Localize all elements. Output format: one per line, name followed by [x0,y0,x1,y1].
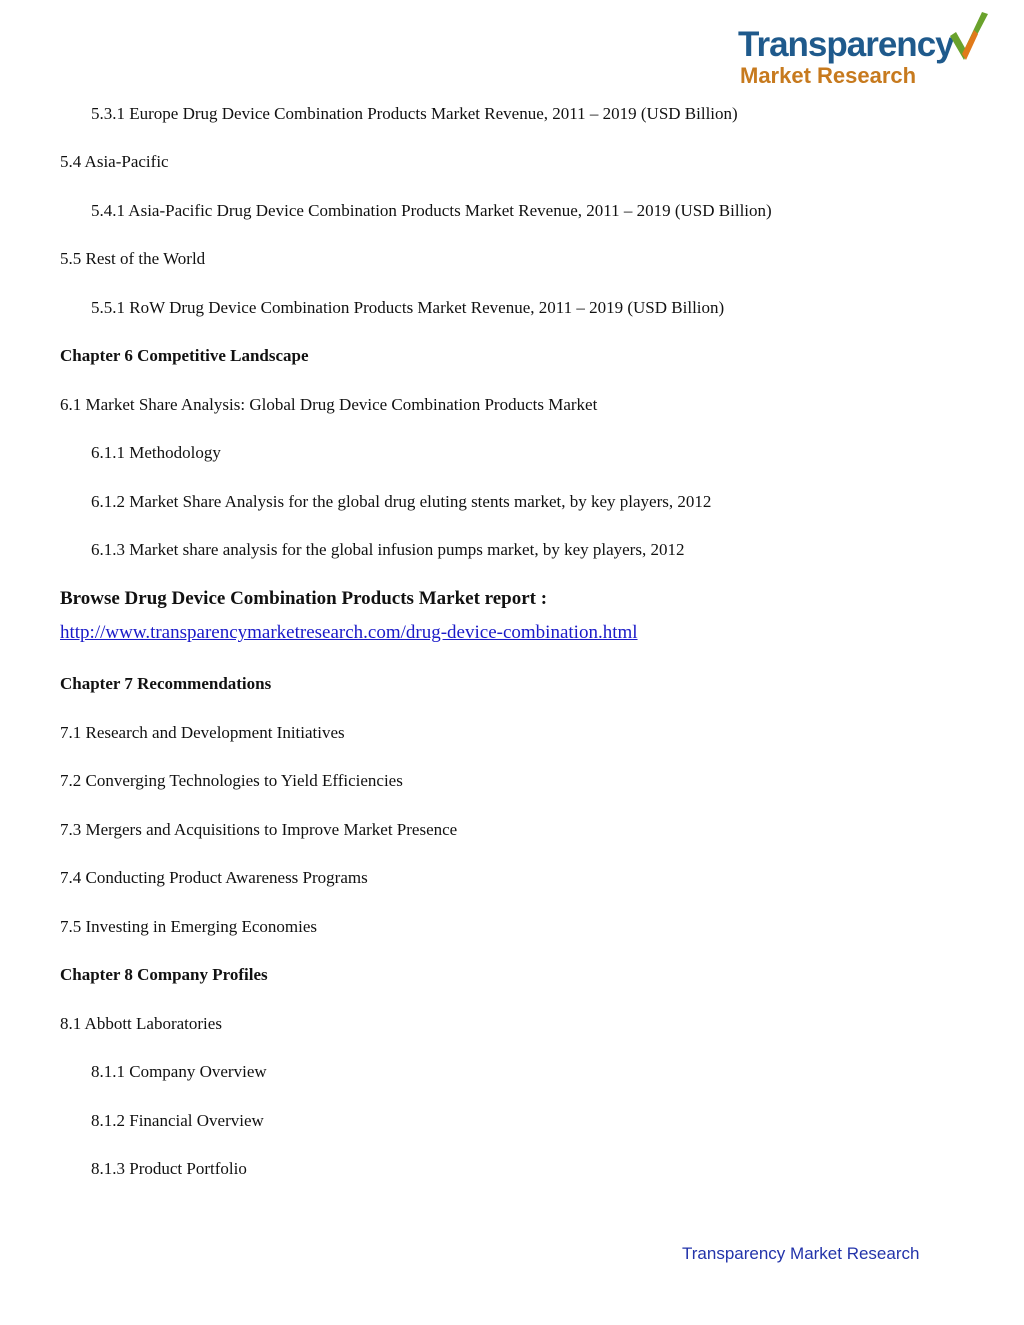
chapter-8-heading: Chapter 8 Company Profiles [60,965,268,984]
toc-item-6-1-3: 6.1.3 Market share analysis for the global infusion pumps market, by key players, 2012 [91,540,685,559]
toc-item-7-5: 7.5 Investing in Emerging Economies [60,917,318,936]
toc-item-8-1-3: 8.1.3 Product Portfolio [91,1159,247,1178]
company-logo [736,10,992,90]
toc-item-6-1: 6.1 Market Share Analysis: Global Drug Device Combination Products Market [60,395,598,414]
toc-item-8-1-1: 8.1.1 Company Overview [91,1062,267,1081]
toc-item-7-2: 7.2 Converging Technologies to Yield Efficiencies [60,771,403,790]
toc-item-8-1-2: 8.1.2 Financial Overview [91,1111,264,1130]
toc-item-5-4-1: 5.4.1 Asia-Pacific Drug Device Combination Products Market Revenue, 2011 – 2019 (USD Billion) [91,201,772,220]
toc-item-6-1-2: 6.1.2 Market Share Analysis for the global drug eluting stents market, by key players, 2012 [91,492,712,511]
toc-item-6-1-1: 6.1.1 Methodology [91,443,221,462]
checkmark-icon [950,12,988,60]
toc-item-7-4: 7.4 Conducting Product Awareness Programs [60,868,368,887]
toc-item-5-5: 5.5 Rest of the World [60,249,206,268]
toc-item-7-1: 7.1 Research and Development Initiatives [60,723,345,742]
toc-item-8-1: 8.1 Abbott Laboratories [60,1014,222,1033]
chapter-6-heading: Chapter 6 Competitive Landscape [60,346,309,365]
footer-company-name: Transparency Market Research [682,1244,920,1263]
toc-item-5-4: 5.4 Asia-Pacific [60,152,169,171]
browse-report-label: Browse Drug Device Combination Products Market report : [60,588,548,609]
toc-item-7-3: 7.3 Mergers and Acquisitions to Improve Market Presence [60,820,458,839]
toc-item-5-5-1: 5.5.1 RoW Drug Device Combination Products Market Revenue, 2011 – 2019 (USD Billion) [91,298,725,317]
logo-text-transparency: Transparency [738,25,954,64]
toc-item-5-3-1: 5.3.1 Europe Drug Device Combination Products Market Revenue, 2011 – 2019 (USD Billion) [91,104,738,123]
logo-text-market-research: Market Research [740,63,917,88]
report-link[interactable]: http://www.transparencymarketresearch.com/drug-device-combination.html [60,622,638,643]
chapter-7-heading: Chapter 7 Recommendations [60,674,272,693]
